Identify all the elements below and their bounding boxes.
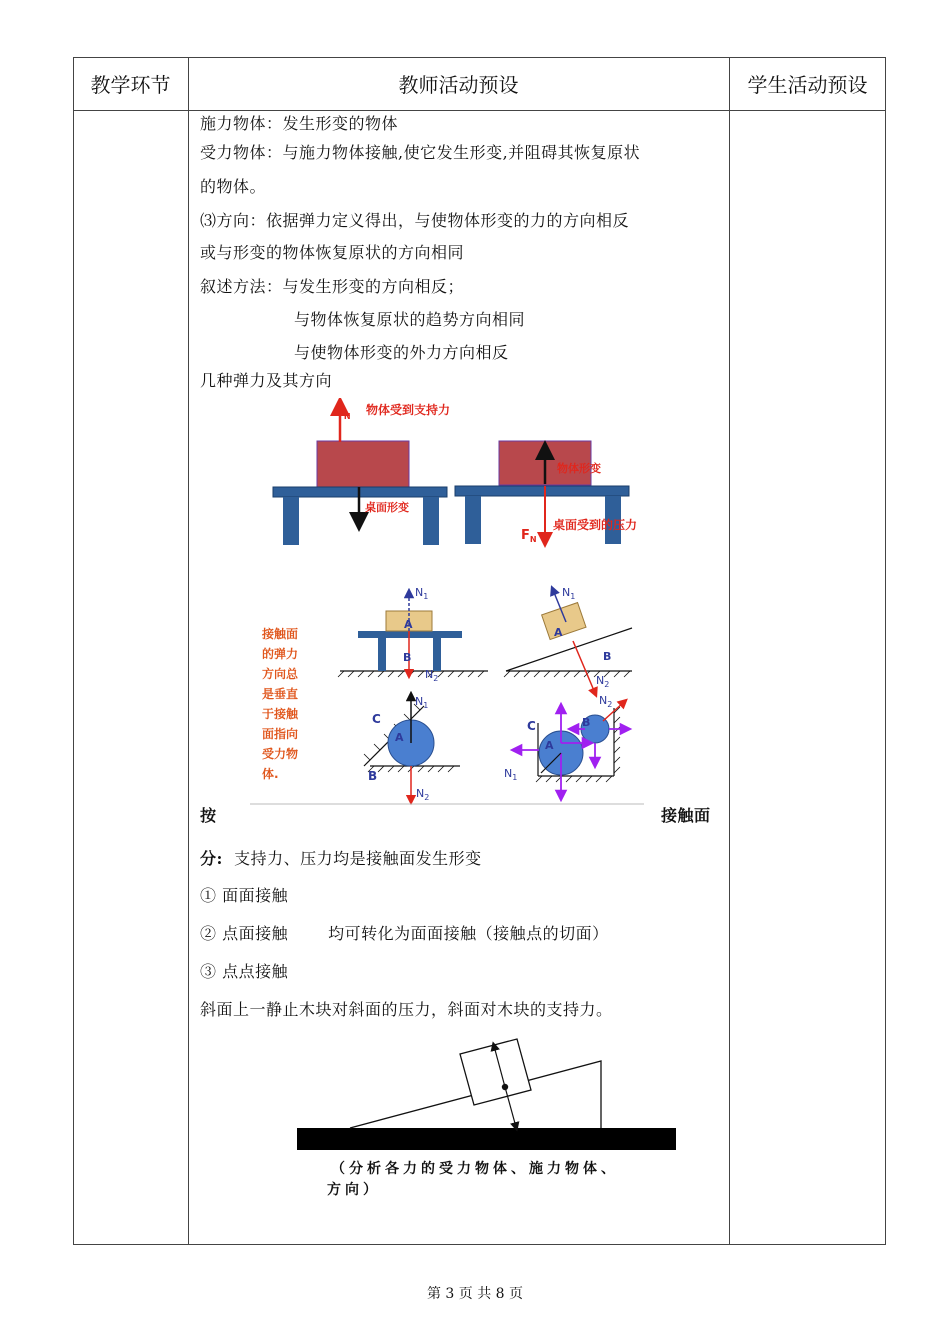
label-A: A xyxy=(404,618,413,631)
text-line: 的物体。 xyxy=(200,177,267,196)
box-hatch xyxy=(536,776,612,782)
label-B: B xyxy=(368,769,378,783)
text-line: 或与形变的物体恢复原状的方向相同 xyxy=(200,243,465,262)
page-footer: 第 3 页 共 8 页 xyxy=(426,1286,524,1302)
figure-table-forces xyxy=(265,398,645,550)
box-hatch xyxy=(614,707,620,773)
side-text: 的弹力 xyxy=(262,647,299,661)
block xyxy=(460,1039,531,1105)
caption-line: 方向） xyxy=(327,1182,381,1198)
text-line: 几种弹力及其方向 xyxy=(200,371,333,390)
header-teacher-activity: 教师活动预设 xyxy=(398,73,519,97)
text-line: 接触面 xyxy=(661,806,711,825)
text-line: 与物体恢复原状的趋势方向相同 xyxy=(294,310,526,329)
label-A: A xyxy=(554,626,563,639)
header-teaching-step: 教学环节 xyxy=(90,73,171,97)
label-support: 物体受到支持力 xyxy=(366,403,451,417)
label-n2: $N_2$ xyxy=(596,674,610,689)
label-n2: $N_2$ xyxy=(425,668,439,683)
label-A: A xyxy=(395,731,404,744)
text-line: 受力物体：与施力物体接触,使它发生形变,并阻碍其恢复原状 xyxy=(200,143,641,162)
block-A-incline xyxy=(542,603,586,640)
text-line xyxy=(200,921,609,944)
side-text: 方向总 xyxy=(262,667,299,681)
incline-line xyxy=(506,628,632,671)
text-fen: 分: xyxy=(200,849,223,868)
label-object-deform: 物体形变 xyxy=(557,462,601,475)
ground-hatch xyxy=(338,671,484,677)
side-text: 于接触 xyxy=(262,707,299,721)
table-top xyxy=(455,486,629,496)
label-C: C xyxy=(527,719,536,733)
side-text: 面指向 xyxy=(262,727,299,741)
label-B: B xyxy=(582,716,591,729)
column-divider xyxy=(188,57,189,1245)
side-text: 受力物 xyxy=(262,747,299,761)
label-n2: $N_2$ xyxy=(416,787,430,802)
text-fen-body: 支持力、压力均是接触面发生形变 xyxy=(234,849,482,868)
small-table-leg xyxy=(433,638,441,671)
text-line: ③ 点点接触 xyxy=(200,962,289,981)
fn-label: $F_N$ xyxy=(335,405,351,421)
figure-contact-forces xyxy=(248,578,646,808)
label-pressure: 桌面受到的压力 xyxy=(553,518,638,532)
box xyxy=(317,441,409,487)
small-table-top xyxy=(358,631,462,638)
label-B: B xyxy=(403,651,412,664)
text-line: ① 面面接触 xyxy=(200,886,289,905)
label-C: C xyxy=(372,712,381,726)
text-line: 叙述方法：与发生形变的方向相反； xyxy=(200,277,465,296)
small-table-leg xyxy=(378,638,386,671)
text-line xyxy=(200,846,482,869)
header-divider xyxy=(73,110,886,111)
label-n1: $N_1$ xyxy=(562,586,576,601)
ground-bar xyxy=(297,1128,676,1150)
column-divider xyxy=(729,57,730,1245)
n2-arrow xyxy=(573,641,595,693)
text-convert: 均可转化为面面接触（接触点的切面） xyxy=(328,924,609,943)
label-B: B xyxy=(603,650,612,663)
caption-line: （分析各力的受力物体、施力物体、 xyxy=(331,1161,619,1177)
text-line: 按 xyxy=(200,806,217,825)
table-leg xyxy=(283,497,299,545)
label-n1: $N_1$ xyxy=(415,695,429,710)
fn-label: $F_N$ xyxy=(521,528,537,544)
label-n2: $N_2$ xyxy=(599,694,613,709)
table-leg xyxy=(423,497,439,545)
side-text: 体. xyxy=(262,767,279,781)
text-line: 与使物体形变的外力方向相反 xyxy=(294,343,509,362)
side-text: 是垂直 xyxy=(262,687,299,701)
text-line: 施力物体：发生形变的物体 xyxy=(200,114,399,133)
side-text: 接触面 xyxy=(262,627,299,641)
label-A: A xyxy=(545,739,554,752)
label-table-deform: 桌面形变 xyxy=(365,501,409,514)
label-n1: $N_1$ xyxy=(504,767,518,782)
figure-incline-block xyxy=(295,1034,679,1204)
text-line: 斜面上一静止木块对斜面的压力，斜面对木块的支持力。 xyxy=(200,1000,613,1019)
header-student-activity: 学生活动预设 xyxy=(747,73,868,97)
text-point-plane: ② 点面接触 xyxy=(200,924,289,943)
text-line: ⑶方向：依据弹力定义得出，与使物体形变的力的方向相反 xyxy=(200,211,630,230)
label-n1: $N_1$ xyxy=(415,586,429,601)
ground-hatch xyxy=(504,671,630,677)
table-leg xyxy=(465,496,481,544)
